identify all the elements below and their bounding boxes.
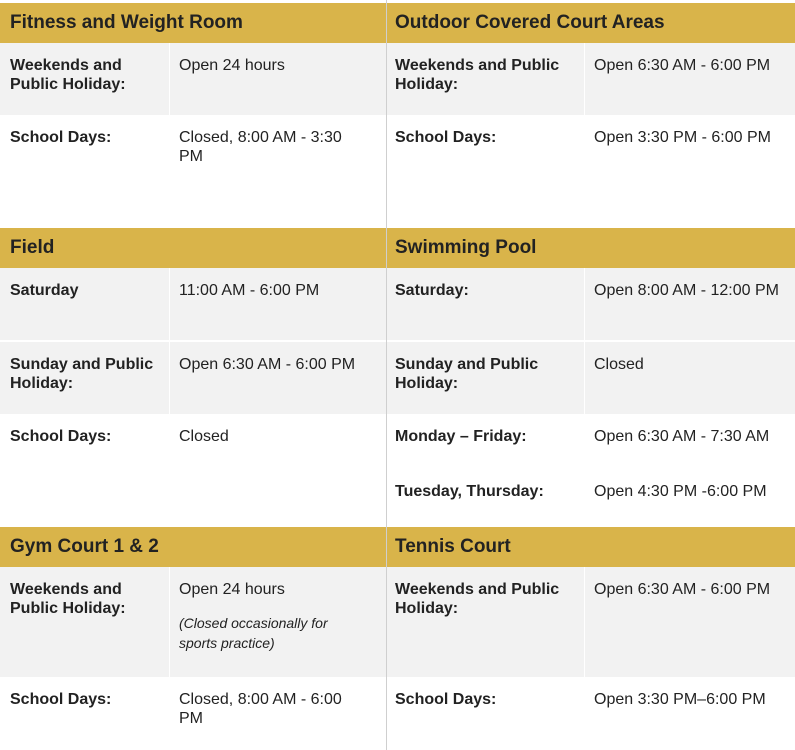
row-label: Saturday: bbox=[395, 282, 469, 299]
pool-row-tue-thu bbox=[387, 469, 795, 524]
field-title: Field bbox=[0, 228, 386, 268]
row-label: Weekends and Public Holiday: bbox=[10, 581, 126, 617]
row-value: Open 6:30 AM - 6:00 PM bbox=[179, 356, 356, 373]
row-value: Open 6:30 AM - 6:00 PM bbox=[594, 581, 771, 598]
outdoor-row-weekends bbox=[387, 43, 795, 115]
row-label: Weekends and Public Holiday: bbox=[395, 57, 560, 93]
gym-title: Gym Court 1 & 2 bbox=[0, 527, 386, 567]
row-value: Closed, 8:00 AM - 6:00 PM bbox=[179, 691, 342, 727]
pool-row-saturday bbox=[387, 268, 795, 340]
cell-bg bbox=[584, 268, 795, 340]
row-label: School Days: bbox=[395, 691, 497, 708]
cell-bg bbox=[584, 43, 795, 115]
row-value: Open 24 hours bbox=[179, 57, 285, 74]
row-label: Monday – Friday: bbox=[395, 428, 527, 445]
gym-row-weekends bbox=[0, 567, 386, 677]
row-value: Closed, 8:00 AM - 3:30 PM bbox=[179, 129, 342, 165]
row-label: Saturday bbox=[10, 282, 79, 299]
gym-row-school bbox=[0, 677, 386, 750]
tennis-title: Tennis Court bbox=[387, 527, 795, 567]
row-label: Sunday and Public Holiday: bbox=[395, 356, 539, 392]
cell-bg bbox=[584, 342, 795, 414]
pool-row-sunday bbox=[387, 342, 795, 414]
cell-bg bbox=[169, 342, 386, 414]
row-label: School Days: bbox=[395, 129, 497, 146]
row-value: Closed bbox=[179, 428, 229, 445]
row-label: School Days: bbox=[10, 428, 112, 445]
row-label: School Days: bbox=[10, 691, 112, 708]
row-value: Open 24 hours bbox=[179, 581, 285, 598]
row-label: Weekends and Public Holiday: bbox=[10, 57, 126, 93]
outdoor-row-school bbox=[387, 115, 795, 227]
field-row-saturday bbox=[0, 268, 386, 340]
row-value: Closed bbox=[594, 356, 644, 373]
outdoor-title: Outdoor Covered Court Areas bbox=[387, 3, 795, 43]
cell-bg bbox=[169, 43, 386, 115]
row-label: Sunday and Public Holiday: bbox=[10, 356, 154, 392]
row-value-wrap bbox=[179, 580, 369, 653]
row-note: (Closed occasionally for sports practice) bbox=[179, 615, 328, 651]
left-column bbox=[0, 0, 386, 750]
row-label: Tuesday, Thursday: bbox=[395, 483, 544, 500]
field-row-school bbox=[0, 414, 386, 524]
row-value: Open 8:00 AM - 12:00 PM bbox=[594, 282, 779, 299]
cell-bg bbox=[169, 268, 386, 340]
right-column bbox=[387, 0, 795, 750]
row-value: Open 3:30 PM–6:00 PM bbox=[594, 691, 766, 708]
field-row-sunday bbox=[0, 342, 386, 414]
fitness-row-school bbox=[0, 115, 386, 227]
tennis-row-school bbox=[387, 677, 795, 750]
row-label: Weekends and Public Holiday: bbox=[395, 581, 560, 617]
row-label: School Days: bbox=[10, 129, 112, 146]
fitness-title: Fitness and Weight Room bbox=[0, 3, 386, 43]
row-value: Open 6:30 AM - 6:00 PM bbox=[594, 57, 771, 74]
pool-title: Swimming Pool bbox=[387, 228, 795, 268]
pool-row-weekdays bbox=[387, 414, 795, 470]
row-value: 11:00 AM - 6:00 PM bbox=[179, 282, 320, 299]
row-value: Open 4:30 PM -6:00 PM bbox=[594, 483, 767, 500]
tennis-row-weekends bbox=[387, 567, 795, 677]
fitness-row-weekends bbox=[0, 43, 386, 115]
row-value: Open 3:30 PM - 6:00 PM bbox=[594, 129, 771, 146]
row-value: Open 6:30 AM - 7:30 AM bbox=[594, 428, 770, 445]
